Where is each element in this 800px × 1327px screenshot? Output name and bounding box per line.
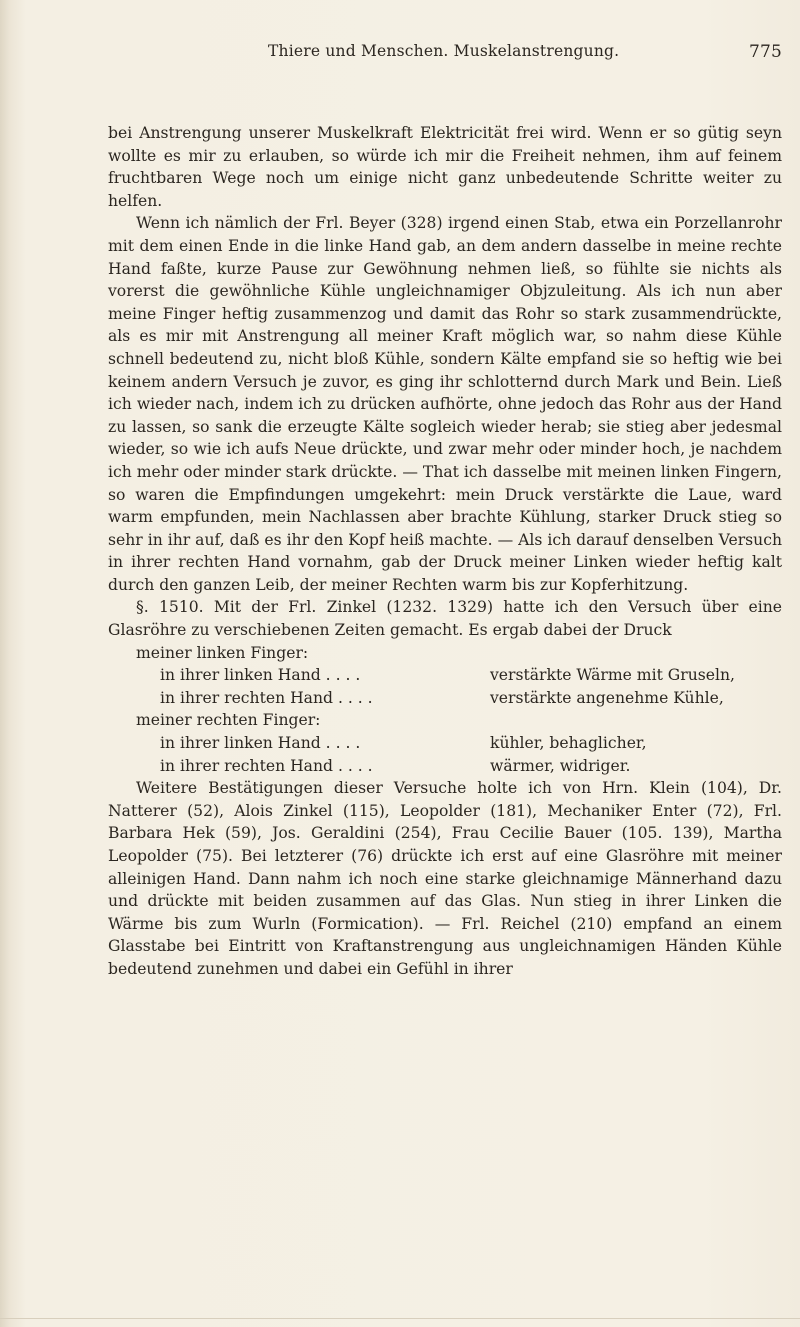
page-header [108, 42, 782, 66]
result-row [108, 732, 782, 755]
page-bottom-edge [0, 1318, 800, 1319]
right-fingers-heading: meiner rechten Finger: [136, 711, 321, 730]
result-row-value: verstärkte Wärme mit Gruseln, [490, 666, 735, 685]
result-row-value: verstärkte angenehme Kühle, [490, 688, 724, 707]
section-1510-lead: §. 1510. Mit der Frl. Zinkel (1232. 1329) hatte ich den Versuch über eine Glasröhre zu verschiebenen Zeiten gemacht. Es ergab dabei der Druck [108, 598, 782, 640]
result-row [108, 664, 782, 687]
result-row-value: wärmer, widriger. [490, 756, 631, 775]
result-row-label: in ihrer linken Hand . . . . [160, 666, 361, 685]
result-row [108, 755, 782, 778]
left-fingers-heading: meiner linken Finger: [136, 643, 309, 662]
paragraph-experiment-beyer: Wenn ich nämlich der Frl. Beyer (328) irgend einen Stab, etwa ein Porzellanrohr mit dem einen Ende in die linke Hand gab, an dem andern dasselbe in meine rechte Hand faßte, kurze Pause zur Gewöhnung nehmen ließ, so fühlte sie nichts als vorerst die gewöhnliche Kühle ungleichnamiger Objzuleitung. Als ich nun aber meine Finger heftig zusammenzog und damit das Rohr so stark zusammendrückte, als es mir mit Anstrengung all meiner Kraft möglich war, so nahm diese Kühle schnell bedeutend zu, nicht bloß Kühle, sondern Kälte empfand sie so heftig wie bei keinem andern Versuch je zuvor, es ging ihr schlotternd durch Mark und Bein. Ließ ich wieder nach, indem ich zu drücken aufhörte, ohne jedoch das Rohr aus der Hand zu lassen, so sank die erzeugte Kälte sogleich wieder herab; sie stieg aber jedesmal wieder, so wie ich aufs Neue drückte, und zwar mehr oder minder hoch, je nachdem ich mehr oder minder stark drückte. — That ich dasselbe mit meinen linken Fingern, so waren die Empfindungen umgekehrt: mein Druck verstärkte die Laue, ward warm empfunden, mein Nachlassen aber brachte Kühlung, starker Druck stieg so sehr in ihr auf, daß es ihr den Kopf heiß machte. — Als ich darauf denselben Versuch in ihrer rechten Hand vornahm, gab der Druck meiner Linken wieder heftig kalt durch den ganzen Leib, der meiner Rechten warm bis zur Kopferhitzung. [108, 214, 782, 594]
running-title: Thiere und Menschen. Muskelanstrengung. [268, 42, 620, 60]
paragraph-confirmations: Weitere Bestätigungen dieser Versuche holte ich von Hrn. Klein (104), Dr. Natterer (52), Alois Zinkel (115), Leopolder (181), Mechaniker Enter (72), Frl. Barbara Hek (59), Jos. Geraldini (254), Frau Cecilie Bauer (105. 139), Martha Leopolder (75). Bei letzterer (76) drückte ich erst auf eine Glasröhre mit meiner alleinigen Hand. Dann nahm ich noch eine starke gleichnamige Männerhand dazu und drückte mit beiden zusammen auf das Glas. Nun stieg in ihrer Linken die Wärme bis zum Wurln (Formication). — Frl. Reichel (210) empfand an einem Glasstabe bei Eintritt von Kraftanstrengung aus ungleichnamigen Händen Kühle bedeutend zunehmen und dabei ein Gefühl in ihrer [108, 779, 782, 978]
result-row-label: in ihrer rechten Hand . . . . [160, 688, 373, 707]
body-text [108, 122, 782, 981]
result-row [108, 687, 782, 710]
page-number: 775 [748, 42, 782, 62]
result-list [108, 642, 782, 778]
result-row-label: in ihrer linken Hand . . . . [160, 734, 361, 753]
result-row-label: in ihrer rechten Hand . . . . [160, 756, 373, 775]
paragraph-continued: bei Anstrengung unserer Muskelkraft Elektricität frei wird. Wenn er so gütig seyn wollte es mir zu erlauben, so würde ich mir die Freiheit nehmen, ihm auf feinem fruchtbaren Wege noch um einige nicht ganz unbedeutende Schritte weiter zu helfen. [108, 124, 782, 210]
result-row-value: kühler, behaglicher, [490, 734, 647, 753]
